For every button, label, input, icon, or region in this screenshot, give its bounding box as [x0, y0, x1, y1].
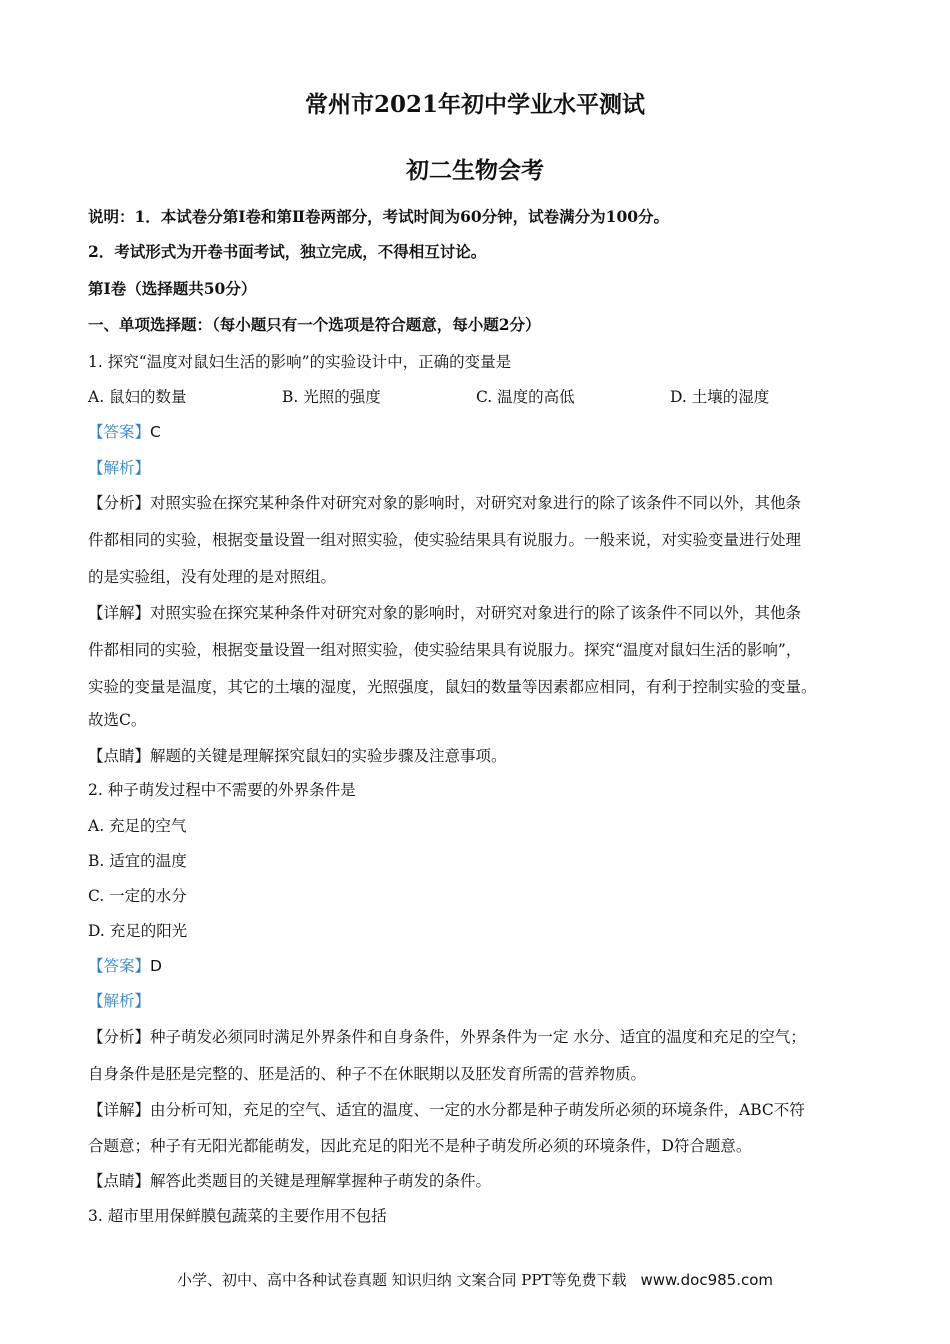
footer-text: 小学、初中、高中各种试卷真题 知识归纳 文案合同 PPT等免费下载 [176, 1271, 627, 1289]
q2-analysis-line-2: 自身条件是胚是完整的、胚是活的、种子不在休眠期以及胚发育所需的营养物质。 [88, 1065, 647, 1083]
q1-detail-line-4: 故选C。 [88, 711, 147, 729]
q2-option-d: D. 充足的阳光 [88, 922, 188, 940]
q1-analysis-tag: 【解析】 [88, 459, 151, 477]
q1-option-d: D. 土壤的湿度 [670, 388, 770, 406]
q2-option-c: C. 一定的水分 [88, 887, 187, 905]
instruction-line-2: 2．考试形式为开卷书面考试，独立完成，不得相互讨论。 [88, 242, 487, 261]
q1-point: 【点睛】解题的关键是理解探究鼠妇的实验步骤及注意事项。 [88, 747, 507, 765]
q1-analysis-line-1: 【分析】对照实验在探究某种条件对研究对象的影响时，对研究对象进行的除了该条件不同以外，其他条 [88, 494, 802, 512]
q1-option-b: B. 光照的强度 [282, 388, 381, 406]
exam-subtitle: 初二生物会考 [406, 157, 544, 184]
q1-detail-line-1: 【详解】对照实验在探究某种条件对研究对象的影响时，对研究对象进行的除了该条件不同以外，其他条 [88, 604, 802, 622]
section-heading: 一、单项选择题：（每小题只有一个选项是符合题意，每小题2分） [88, 315, 541, 334]
answer-tag: 【答案】 [88, 423, 151, 441]
instruction-line-1: 说明：1．本试卷分第Ⅰ卷和第Ⅱ卷两部分，考试时间为60分钟，试卷满分为100分。 [88, 207, 670, 226]
q1-answer-value: C [150, 423, 161, 441]
answer-tag: 【答案】 [88, 957, 151, 975]
q2-answer-value: D [150, 957, 162, 975]
q1-option-c: C. 温度的高低 [476, 388, 575, 406]
footer-url[interactable]: www.doc985.com [640, 1271, 774, 1289]
q2-detail-line-2: 合题意；种子有无阳光都能萌发，因此充足的阳光不是种子萌发所必须的环境条件，D符合题意。 [88, 1137, 752, 1155]
page-footer [0, 1269, 950, 1290]
q1-option-a: A. 鼠妇的数量 [88, 388, 187, 406]
question-2-stem: 2. 种子萌发过程中不需要的外界条件是 [88, 781, 356, 799]
q2-detail-line-1: 【详解】由分析可知，充足的空气、适宜的温度、一定的水分都是种子萌发所必须的环境条件，ABC不符 [88, 1101, 805, 1119]
q2-analysis-tag: 【解析】 [88, 992, 151, 1010]
q2-analysis-line-1: 【分析】种子萌发必须同时满足外界条件和自身条件，外界条件为一定 水分、适宜的温度和充足的空气； [88, 1028, 806, 1046]
volume-heading: 第Ⅰ卷（选择题共50分） [88, 279, 257, 298]
q2-option-b: B. 适宜的温度 [88, 852, 187, 870]
q1-detail-line-3: 实验的变量是温度，其它的土壤的湿度，光照强度，鼠妇的数量等因素都应相同，有利于控制实验的变量。 [88, 678, 817, 696]
q2-answer-line [88, 956, 878, 976]
exam-title: 常州市2021年初中学业水平测试 [304, 91, 645, 118]
question-1-stem: 1. 探究“温度对鼠妇生活的影响”的实验设计中，正确的变量是 [88, 353, 512, 371]
q1-answer-line [88, 422, 878, 442]
q1-detail-line-2: 件都相同的实验，根据变量设置一组对照实验，使实验结果具有说服力。探究“温度对鼠妇生活的影响”， [88, 641, 802, 659]
q2-option-a: A. 充足的空气 [88, 817, 187, 835]
q1-analysis-line-3: 的是实验组，没有处理的是对照组。 [88, 568, 337, 586]
question-3-stem: 3. 超市里用保鲜膜包蔬菜的主要作用不包括 [88, 1207, 387, 1225]
q1-analysis-line-2: 件都相同的实验，根据变量设置一组对照实验，使实验结果具有说服力。一般来说，对实验变量进行处理 [88, 531, 802, 549]
q2-point: 【点睛】解答此类题目的关键是理解掌握种子萌发的条件。 [88, 1172, 492, 1190]
